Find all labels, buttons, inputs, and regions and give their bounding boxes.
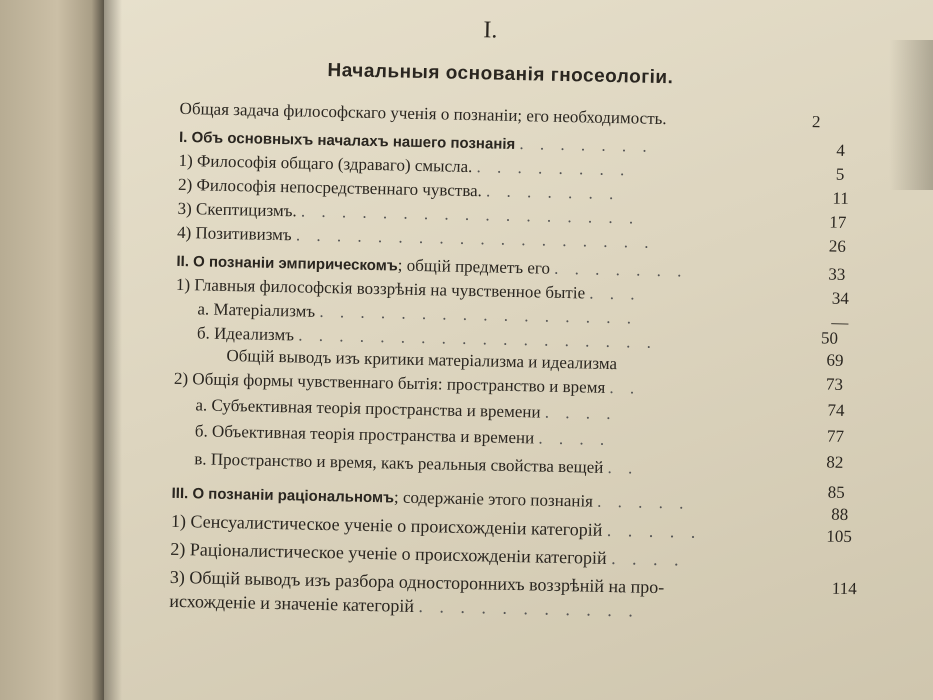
toc-entry-page: 82 bbox=[826, 452, 844, 472]
toc-part-heading: I. Объ основныхъ началахъ нашего познанія bbox=[178, 128, 516, 153]
toc-entry-page: 73 bbox=[825, 374, 844, 394]
toc-entry-text: 1) Философія общаго (здраваго) смысла. bbox=[178, 150, 473, 177]
toc-entry-text: Общій выводъ изъ критики матеріализма и идеализма bbox=[226, 345, 618, 374]
toc-leader-dots: . . . bbox=[589, 283, 641, 304]
toc-entry-page: 5 bbox=[835, 164, 845, 184]
toc-part-heading: III. О познаніи раціональномъ bbox=[171, 484, 395, 507]
toc-entry-page: 85 bbox=[827, 482, 845, 502]
toc-entry-text: 2) Философія непосредственнаго чувства. bbox=[177, 174, 483, 201]
toc-leader-dots: . . bbox=[609, 377, 641, 398]
toc-leader-dots: . . . . . . . . . . . . . . . . . . bbox=[298, 325, 658, 352]
toc-entry-text: ; содержаніе этого познанія bbox=[393, 487, 594, 511]
toc-entry-text: 3) Общій выводъ изъ разбора одностороннихъ воззрѣній на про- bbox=[169, 566, 665, 598]
toc-entry-text: в. Пространство и время, какъ реальныя свойства вещей bbox=[194, 449, 604, 477]
toc-part-heading: II. О познаніи эмпирическомъ bbox=[176, 252, 398, 275]
toc-entry-text: 3) Скептицизмъ. bbox=[177, 198, 297, 221]
toc-entry-page: 88 bbox=[831, 504, 849, 525]
toc-leader-dots: . . . . . . . bbox=[519, 134, 653, 156]
toc-entry-page: 2 bbox=[811, 112, 821, 132]
toc-leader-dots: . . . . . . . . . . . . . . . . bbox=[319, 301, 638, 328]
toc-entry-text: а. Матеріализмъ bbox=[197, 299, 316, 321]
toc-entry-page: 26 bbox=[828, 236, 847, 256]
toc-entry-page: 74 bbox=[827, 400, 845, 420]
toc-leader-dots: . . . . bbox=[610, 548, 685, 570]
toc-entry-text: а. Субъективная теорія пространства и времени bbox=[195, 395, 541, 422]
toc-entry-text: 1) Главныя философскія воззрѣнія на чувственное бытіе bbox=[175, 274, 586, 303]
toc-entry-text: б. Объективная теорія пространства и времени bbox=[194, 421, 535, 448]
toc-entry-page: 105 bbox=[826, 526, 853, 547]
book-page bbox=[104, 0, 933, 700]
toc-entry-page: 34 bbox=[831, 288, 850, 308]
toc-leader-dots: . . . . . . . bbox=[485, 181, 620, 204]
toc-entry-text: 1) Сенсуалистическое ученіе о происхожденіи категорій bbox=[170, 510, 603, 540]
toc-leader-dots: . . . . bbox=[544, 402, 617, 424]
toc-leader-dots: . . . . bbox=[538, 428, 611, 450]
toc-entry-text: ; общій предметъ его bbox=[397, 255, 551, 278]
toc-entry-text: б. Идеализмъ bbox=[196, 323, 295, 345]
section-title: Начальныя основанія гносеологіи. bbox=[327, 60, 674, 89]
toc-entry-page: 69 bbox=[826, 350, 844, 370]
toc-leader-dots: . . . . . bbox=[606, 519, 702, 542]
toc-entry-text: 2) Раціоналистическое ученіе о происхожденіи категорій bbox=[170, 538, 607, 568]
toc-entry-page: — bbox=[831, 312, 849, 332]
toc-leader-dots: . . . . . . . . . . . . . . . . . . bbox=[295, 225, 655, 252]
toc-entry-text: 2) Общія формы чувственнаго бытія: пространство и время bbox=[173, 368, 606, 397]
toc-leader-dots: . . bbox=[607, 457, 639, 478]
toc-leader-dots: . . . . . . . bbox=[554, 258, 688, 281]
chapter-number: I. bbox=[483, 17, 498, 44]
book-spine bbox=[0, 0, 104, 700]
toc-entry-text: Общая задача философскаго ученія о познаніи; его необходимость. bbox=[179, 98, 667, 129]
toc-entry-page: 17 bbox=[829, 212, 847, 232]
toc-entry-text: 4) Позитивизмъ bbox=[176, 222, 292, 245]
table-of-contents bbox=[104, 0, 933, 700]
toc-entry-page: 4 bbox=[836, 140, 846, 160]
toc-entry-text: исхожденіе и значеніе категорій bbox=[169, 590, 415, 616]
toc-entry-page: 11 bbox=[832, 188, 850, 208]
toc-entry-page: 33 bbox=[828, 264, 846, 284]
toc-leader-dots: . . . . . . . . . . . bbox=[418, 596, 640, 621]
toc-entry-page: 114 bbox=[831, 578, 857, 599]
toc-leader-dots: . . . . . . . . . . . . . . . . . bbox=[300, 201, 640, 228]
toc-leader-dots: . . . . . . . . bbox=[476, 157, 631, 180]
toc-entry-page: 77 bbox=[826, 426, 845, 446]
toc-leader-dots: . . . . . bbox=[597, 491, 690, 513]
toc-entry-page: 50 bbox=[820, 328, 839, 348]
